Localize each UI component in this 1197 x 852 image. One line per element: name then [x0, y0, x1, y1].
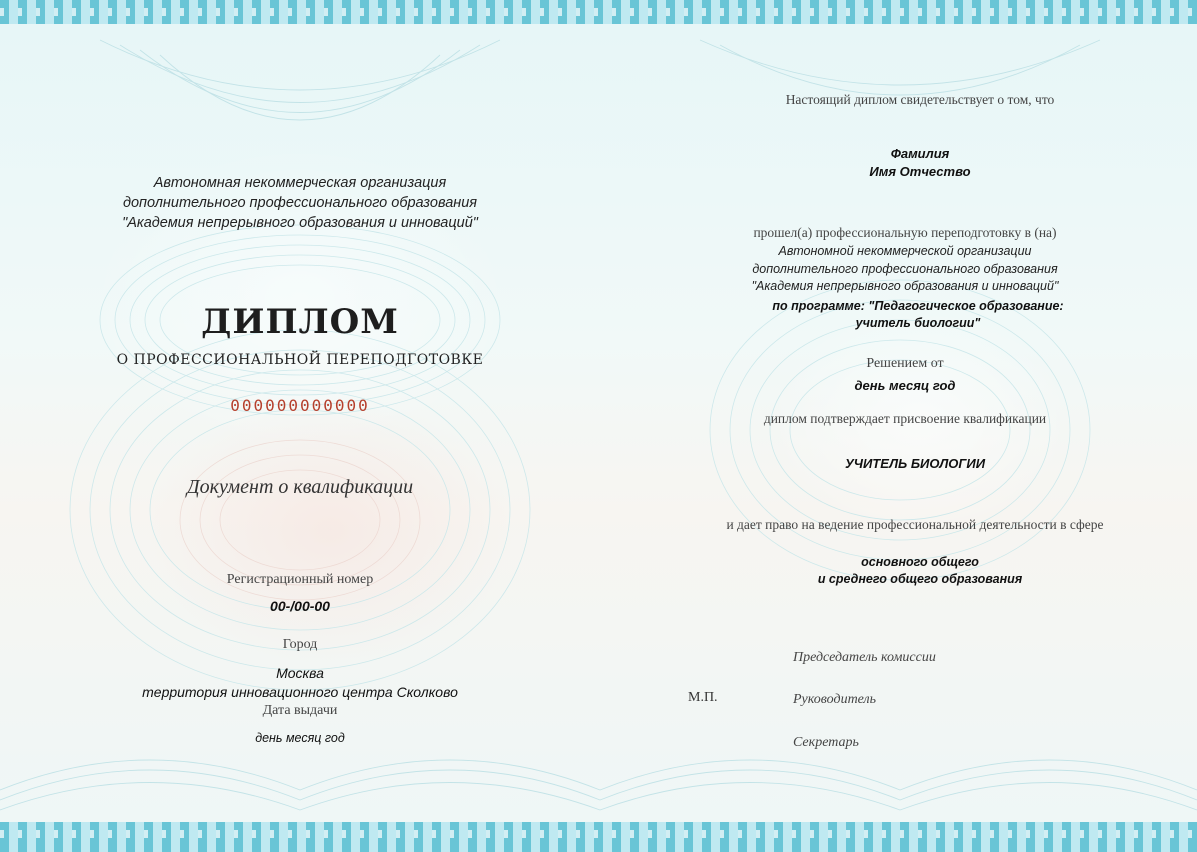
top-ornament-border [0, 0, 1197, 24]
city-line: Москва [276, 665, 324, 681]
signature-chairman: Председатель комиссии [793, 650, 936, 665]
decision-date: день месяц год [854, 378, 956, 393]
qualification-value: УЧИТЕЛЬ БИОЛОГИИ [844, 456, 986, 471]
activity-sphere [660, 554, 1180, 588]
intro-text: Настоящий диплом свидетельствует о том, что [785, 92, 1055, 107]
program-line: учитель биологии" [855, 316, 981, 330]
bottom-ornament-border [0, 822, 1197, 852]
program-name [658, 298, 1178, 332]
city-value [60, 664, 540, 702]
city-line: территория инновационного центра Сколково [142, 684, 458, 700]
holder-given-names: Имя Отчество [869, 164, 971, 179]
diploma-title: ДИПЛОМ [201, 302, 399, 342]
organization-line: дополнительного профессионального образования [752, 261, 1058, 276]
diploma-subtitle: О ПРОФЕССИОНАЛЬНОЙ ПЕРЕПОДГОТОВКЕ [116, 352, 484, 368]
registration-label: Регистрационный номер [226, 572, 374, 587]
passed-text: прошел(а) профессиональную переподготовку в (на) [753, 225, 1057, 240]
registration-value: 00-/00-00 [270, 598, 330, 614]
issue-date-label: Дата выдачи [262, 703, 338, 718]
program-line: по программе: "Педагогическое образование: [772, 299, 1064, 313]
qualification-text: диплом подтверждает присвоение квалификации [763, 411, 1047, 426]
signature-director: Руководитель [793, 692, 877, 707]
sphere-line: основного общего [861, 555, 979, 569]
holder-name [660, 145, 1180, 181]
issuing-organization [60, 173, 540, 233]
decision-label: Решением от [866, 356, 944, 371]
organization-line: Автономная некоммерческая организация [153, 175, 447, 191]
rights-text: и дает право на ведение профессиональной деятельности в сфере [726, 517, 1104, 532]
stamp-place-label: М.П. [688, 690, 718, 705]
issue-date-value: день месяц год [255, 731, 345, 745]
document-type: Документ о квалификации [186, 476, 414, 498]
organization-line: дополнительного профессионального образования [122, 195, 478, 211]
sphere-line: и среднего общего образования [817, 572, 1023, 586]
serial-number: 000000000000 [230, 396, 370, 415]
city-label: Город [282, 637, 318, 652]
holder-surname: Фамилия [890, 146, 950, 161]
organization-line: "Академия непрерывного образования и инноваций" [751, 279, 1059, 293]
signature-secretary: Секретарь [793, 735, 859, 750]
organization-line: Автономной некоммерческой организации [778, 244, 1032, 258]
organization-line: "Академия непрерывного образования и инноваций" [122, 215, 478, 231]
training-organization [645, 243, 1165, 296]
